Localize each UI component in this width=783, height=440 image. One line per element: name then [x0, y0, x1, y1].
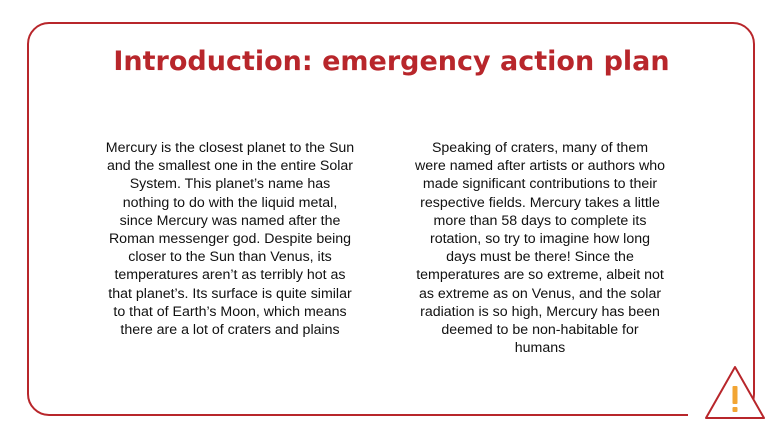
- slide-title: Introduction: emergency action plan: [113, 46, 670, 77]
- warning-triangle-icon: [703, 364, 767, 422]
- left-text-column: Mercury is the closest planet to the Sun and the smallest one in the entire Solar System. This planet’s name has nothing to do with the liquid metal, since Mercury was named after the Roman messenger god. Despite being closer to the Sun than Venus, its temperatures aren’t as terribly hot as that planet’s. Its surface is quite similar to that of Earth’s Moon, which means there are a lot of craters and plains: [105, 140, 355, 339]
- right-text-column: Speaking of craters, many of them were named after artists or authors who made significant contributions to their respective fields. Mercury takes a little more than 58 days to complete its rotation, so try to imagine how long days must be there! Since the temperatures are so extreme, albeit not as extreme as on Venus, and the solar radiation is so high, Mercury has been deemed to be non-habitable for humans: [415, 140, 665, 357]
